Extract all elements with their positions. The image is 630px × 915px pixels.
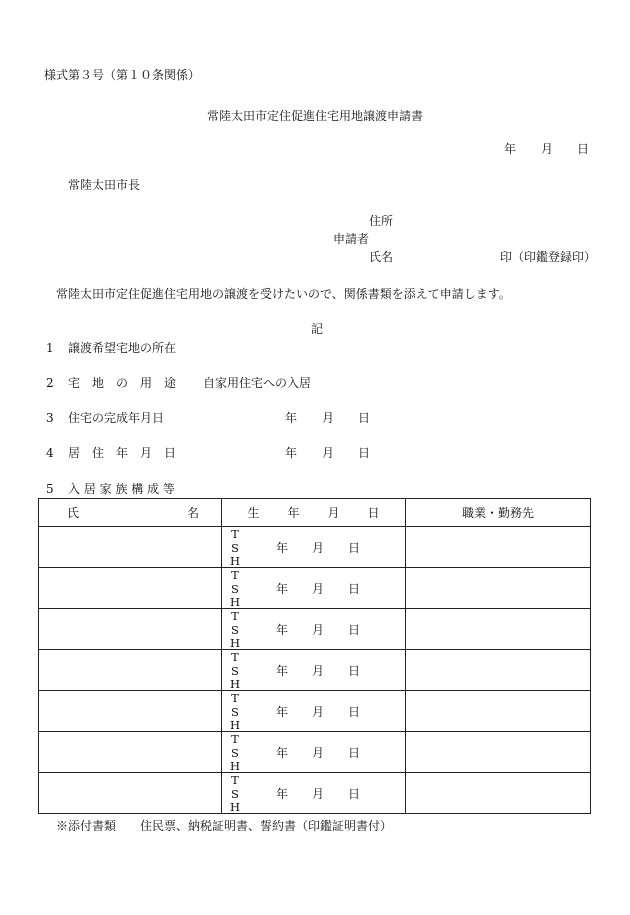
header-occupation: 職業・勤務先 [406,499,591,527]
header-name-b: 名 [186,506,199,520]
row-name-cell[interactable] [39,650,222,691]
date-day: 日 [577,142,590,156]
row-day: 日 [348,663,361,678]
era-h: H [229,595,241,609]
era-t: T [231,609,239,623]
address-label: 住所 [369,214,394,228]
row-occupation-cell[interactable] [406,691,591,732]
seal-label: 印（印鑑登録印） [500,250,597,264]
header-birth-c: 月 [327,506,340,520]
table-row [39,650,591,691]
row-birthdate-cell[interactable] [222,568,406,609]
row-year: 年 [276,745,289,760]
item-5-number: 5 [46,482,54,496]
row-birthdate-cell[interactable] [222,732,406,773]
era-t: T [231,773,239,787]
era-s: S [231,745,239,760]
row-month: 月 [312,786,325,801]
era-h: H [229,554,241,568]
era-s: S [231,581,239,596]
applicant-label: 申請者 [333,232,370,246]
row-year: 年 [276,581,289,596]
row-month: 月 [312,663,325,678]
row-name-cell[interactable] [39,609,222,650]
era-t: T [231,691,239,705]
header-birth-a: 生 [247,506,260,520]
row-name-cell[interactable] [39,773,222,814]
era-h: H [229,718,241,732]
row-month: 月 [312,745,325,760]
era-s: S [231,663,239,678]
row-birthdate-cell[interactable] [222,527,406,568]
table-row [39,609,591,650]
row-birthdate-cell[interactable] [222,609,406,650]
name-label: 氏名 [369,250,394,264]
row-day: 日 [348,745,361,760]
addressee: 常陸太田市長 [68,178,141,192]
item-3-day: 日 [358,411,371,425]
row-day: 日 [348,786,361,801]
header-name [39,499,222,527]
table-row [39,527,591,568]
row-day: 日 [348,622,361,637]
era-s: S [231,540,239,555]
row-month: 月 [312,622,325,637]
era-t: T [231,650,239,664]
table-row [39,568,591,609]
item-1-number: 1 [46,341,54,355]
header-birth-b: 年 [287,506,300,520]
family-table [38,498,591,814]
item-4-month: 月 [322,446,335,460]
era-t: T [231,527,239,541]
date-month: 月 [541,142,554,156]
item-4-year: 年 [285,446,298,460]
row-occupation-cell[interactable] [406,773,591,814]
row-occupation-cell[interactable] [406,609,591,650]
row-month: 月 [312,540,325,555]
attachments-note: ※添付書類 住民票、納税証明書、誓約書（印鑑証明書付） [56,819,393,833]
document-title: 常陸太田市定住促進住宅用地譲渡申請書 [207,109,424,123]
row-occupation-cell[interactable] [406,568,591,609]
family-table-header [39,499,591,527]
row-name-cell[interactable] [39,568,222,609]
row-year: 年 [276,786,289,801]
row-month: 月 [312,581,325,596]
era-t: T [231,732,239,746]
row-name-cell[interactable] [39,527,222,568]
era-h: H [229,759,241,773]
row-occupation-cell[interactable] [406,732,591,773]
era-s: S [231,704,239,719]
item-3-month: 月 [322,411,335,425]
item-4-number: 4 [46,446,54,460]
item-2-label: 宅 地 の 用 途 [68,376,177,390]
row-birthdate-cell[interactable] [222,773,406,814]
row-occupation-cell[interactable] [406,650,591,691]
era-h: H [229,800,241,814]
item-5-label: 入 居 家 族 構 成 等 [68,482,175,496]
row-year: 年 [276,622,289,637]
item-2-value: 自家用住宅への入居 [203,376,312,390]
table-row [39,773,591,814]
era-h: H [229,636,241,650]
item-3-number: 3 [46,411,54,425]
table-row [39,732,591,773]
item-1-label: 譲渡希望宅地の所在 [68,341,177,355]
row-year: 年 [276,663,289,678]
form-number: 様式第３号（第１０条関係） [44,68,201,82]
row-year: 年 [276,704,289,719]
header-birth-d: 日 [367,506,380,520]
row-birthdate-cell[interactable] [222,650,406,691]
era-s: S [231,786,239,801]
row-name-cell[interactable] [39,691,222,732]
item-3-label: 住宅の完成年月日 [68,411,165,425]
row-month: 月 [312,704,325,719]
row-name-cell[interactable] [39,732,222,773]
row-day: 日 [348,581,361,596]
era-h: H [229,677,241,691]
row-birthdate-cell[interactable] [222,691,406,732]
item-3-year: 年 [285,411,298,425]
row-day: 日 [348,540,361,555]
row-day: 日 [348,704,361,719]
header-birthdate [222,499,406,527]
row-year: 年 [276,540,289,555]
era-s: S [231,622,239,637]
item-4-day: 日 [358,446,371,460]
date-year: 年 [504,142,517,156]
row-occupation-cell[interactable] [406,527,591,568]
table-row [39,691,591,732]
body-text: 常陸太田市定住促進住宅用地の譲渡を受けたいので、関係書類を添えて申請します。 [56,287,511,301]
ki-mark: 記 [311,322,324,336]
era-t: T [231,568,239,582]
header-name-a: 氏 [67,506,80,520]
item-2-number: 2 [46,376,54,390]
item-4-label: 居 住 年 月 日 [68,446,177,460]
